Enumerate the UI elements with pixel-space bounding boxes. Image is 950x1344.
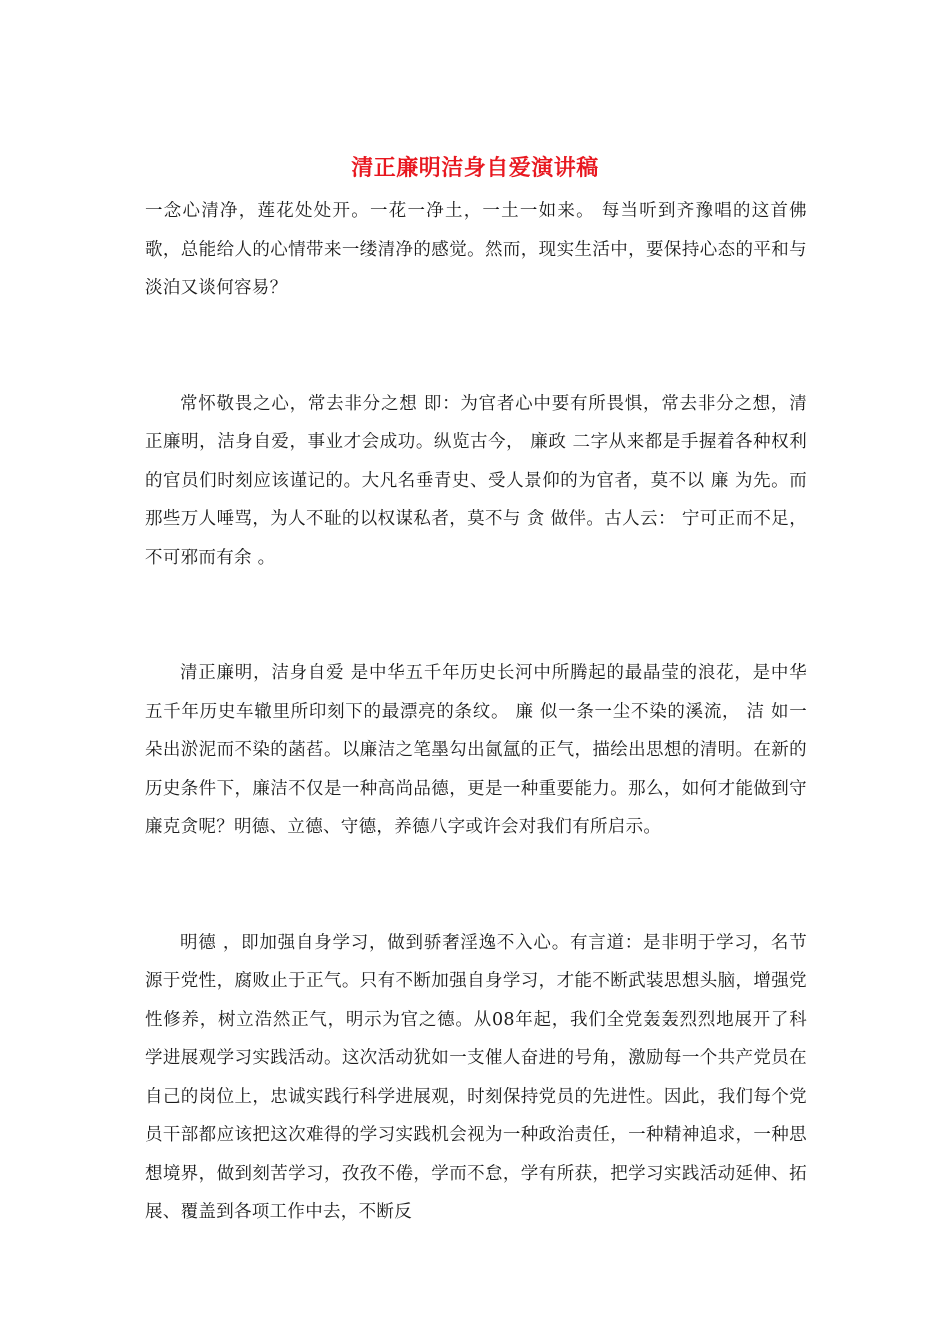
paragraph-spacer — [145, 577, 807, 654]
paragraph-4: 明德 ，即加强自身学习，做到骄奢淫逸不入心。有言道：是非明于学习，名节源于党性，腐败止于正气。只有不断加强自身学习，才能不断武装思想头脑，增强党性修养，树立浩然正气，明示为官之德。从08年起，我们全党轰轰烈烈地展开了科学进展观学习实践活动。这次活动犹如一支催人奋进的号角，激励每一个共产党员在自己的岗位上，忠诚实践行科学进展观，时刻保持党员的先进性。因此，我们每个党员干部都应该把这次难得的学习实践机会视为一种政治责任，一种精神追求，一种思想境界，做到刻苦学习，孜孜不倦，学而不怠，学有所获，把学习实践活动延伸、拓展、覆盖到各项工作中去，不断反 — [145, 932, 807, 1222]
document-body — [145, 192, 807, 1232]
paragraph-spacer — [145, 308, 807, 385]
paragraph-3: 清正廉明，洁身自爱 是中华五千年历史长河中所腾起的最晶莹的浪花，是中华五千年历史车辙里所印刻下的最漂亮的条纹。 廉 似一条一尘不染的溪流， 洁 如一朵出淤泥而不染的菡萏。以廉洁之笔墨勾出氤氲的正气，描绘出思想的清明。在新的历史条件下，廉洁不仅是一种高尚品德，更是一种重要能力。那么，如何才能做到守廉克贪呢？明德、立德、守德，养德八字或许会对我们有所启示。 — [145, 663, 807, 837]
paragraph-spacer — [145, 847, 807, 924]
paragraph-2: 常怀敬畏之心，常去非分之想 即：为官者心中要有所畏惧，常去非分之想，清正廉明，洁身自爱，事业才会成功。纵览古今， 廉政 二字从来都是手握着各种权利的官员们时刻应该谨记的。大凡名垂青史、受人景仰的为官者，莫不以 廉 为先。而那些万人唾骂，为人不耻的以权谋私者，莫不与 贪 做伴。古人云： 宁可正而不足，不可邪而有余 。 — [145, 393, 807, 568]
paragraph-1: 一念心清净，莲花处处开。一花一净土，一土一如来。 每当听到齐豫唱的这首佛歌，总能给人的心情带来一缕清净的感觉。然而，现实生活中，要保持心态的平和与淡泊又谈何容易？ — [145, 201, 807, 298]
document-title: 清正廉明洁身自爱演讲稿 — [351, 155, 599, 181]
